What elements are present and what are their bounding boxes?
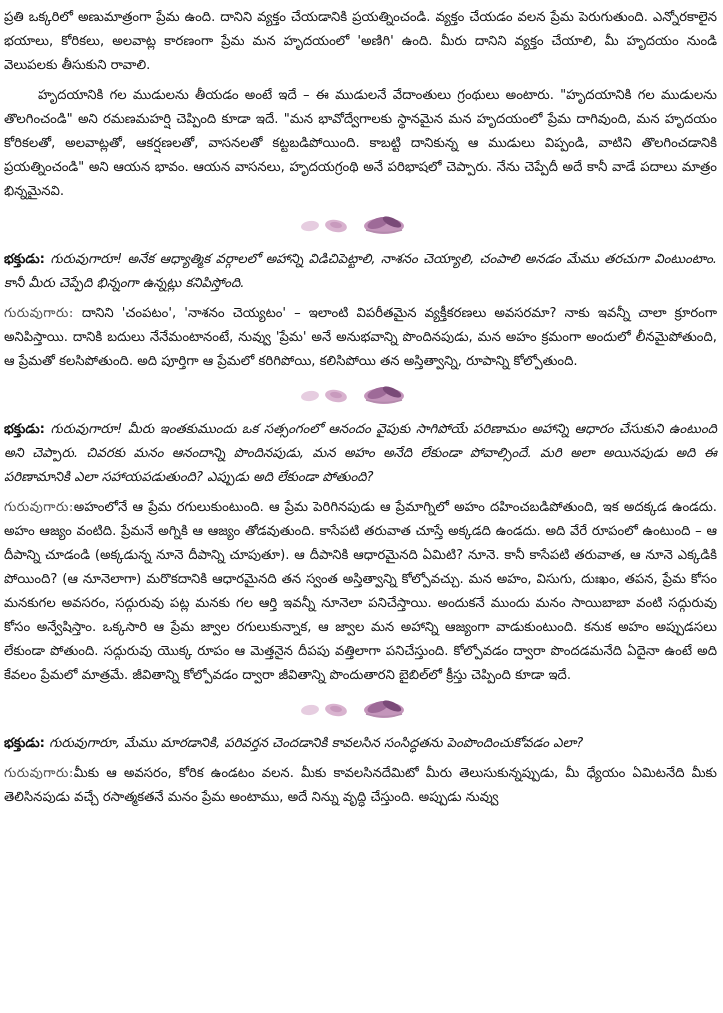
flower-petals-icon <box>296 381 426 407</box>
dialogue-answer-2 <box>4 496 717 688</box>
speaker-guru-label: గురువుగారు: <box>4 500 74 515</box>
question-text: గురువుగారూ, మేము మారడానికి, పరివర్తన చెందడానికి కావలసిన సంసిద్ధతను పెంపొందించుకోవడం ఎలా? <box>49 736 584 751</box>
flower-divider <box>4 380 717 408</box>
dialogue-question-2 <box>4 418 717 490</box>
dialogue-answer-1 <box>4 302 717 374</box>
question-text: గురువుగారూ! మీరు ఇంతకుముందు ఒక సత్సంగంలో ఆనందం వైపుకు సాగిపోయే పరిణామం అహాన్ని ఆధారం చేసుకుని ఉంటుంది అని చెప్పారు. చివరకు మనం ఆనందాన్ని పొందినపుడు, మన అహం అనేది లేకుండా పోవాల్సిందే. మరి అలా అయినపుడు అది ఈ పరిణామానికి ఎలా సహాయపడుతుంది? ఎప్పుడు అది లేకుండా పోతుంది? <box>4 422 717 485</box>
paragraph-heart-knots: హృదయానికి గల ముడులను తీయడం అంటే ఇదే – ఈ ముడులనే వేదాంతులు గ్రంథులు అంటారు. "హృదయానికి గల ముడులను తొలగించండి" అని రమణమహర్షి చెప్పింది కూడా ఇదే. "మన భావోద్వేగాలకు స్థానమైన మన హృదయంలో ప్రేమ దాగివుంది, మన హృదయం కోరికలతో, అలవాట్లతో, ఆకర్షణలతో, వాసనలతో కట్టబడిపోయింది. కాబట్టి దానికున్న ఆ ముడులు విప్పండి, వాటిని తొలగించడానికి ప్రయత్నించండి" అని ఆయన భావం. ఆయన వాసనలు, హృదయగ్రంథి అనే పరిభాషలో చెప్పారు. నేను చెప్పేదీ అదే కానీ వాడే పదాలు మాత్రం భిన్నమైనవి. <box>4 88 717 199</box>
speaker-devotee-label: భక్తుడు: <box>4 736 45 751</box>
speaker-guru-label: గురువుగారు: <box>4 766 74 781</box>
answer-text: మీకు ఆ అవసరం, కోరిక ఉండటం వలన. మీకు కావలసినదేమిటో మీరు తెలుసుకున్నప్పుడు, మీ ధ్యేయం ఏమిటనేది మీకు తెలిసినపుడు వచ్చే రసాత్మకతనే మనం ప్రేమ అంటాము, అదే నిన్ను వృద్ధి చేస్తుంది. అప్పుడు నువ్వు <box>4 766 717 805</box>
speaker-devotee-label: భక్తుడు: <box>4 422 45 437</box>
answer-text: అహంలోనే ఆ ప్రేమ రగులుకుంటుంది. ఆ ప్రేమ పెరిగినపుడు ఆ ప్రేమాగ్నిలో అహం దహించబడిపోతుంది, ఇక అదక్కడ ఉండదు. అహం ఆజ్యం వంటిది. ప్రేమనే అగ్నికి ఆ ఆజ్యం తోడవుతుంది. కాసేపటి తరువాత చూస్తే అక్కడది ఉండదు. అది వేరే రూపంలో ఉంటుంది – ఆ దీపాన్ని చూడండి (అక్కడున్న నూనె దీపాన్ని చూపుతూ). ఆ దీపానికి ఆధారమైనది ఏమిటి? నూనె. కానీ కాసేపటి తరువాత, ఆ నూనె ఎక్కడికి పోయింది? (ఆ నూనెలాగా) మరొకదానికి ఆధారమైనది తన స్వంత అస్తిత్వాన్ని కోల్పోవచ్చు. మన అహం, విసుగు, దుఃఖం, తపన, ప్రేమ కోసం మనకుగల అవసరం, సద్గురువు పట్ల మనకు గల ఆర్తి ఇవన్నీ నూనెలా పనిచేస్తాయి. అందుకనే ముందు మనం సాయిబాబా వంటి సద్గురువు కోసం అన్వేషిస్తాం. ఒక్కసారి ఆ ప్రేమ జ్వాల రగులుకున్నాక, ఆ జ్వాల మన అహాన్ని ఆజ్యంగా వాడుకుంటుంది. కనుక అహం అప్పుడసలు లేకుండా పోతుంది. సద్గురువు యొక్క రూపం ఆ మెత్తనైన దీపపు వత్తిలాగా పనిచేస్తుంది. కోల్పోవడం ద్వారా పొందడమనేది ఏదైనా ఉంటే అది కేవలం ప్రేమలో మాత్రమే. జీవితాన్ని కోల్పోవడం ద్వారా జీవితాన్ని పొందుతారని బైబిల్‌లో క్రీస్తు చెప్పింది కూడా ఇదే. <box>4 500 717 683</box>
dialogue-answer-3 <box>4 762 717 810</box>
dialogue-question-3 <box>4 732 717 756</box>
flower-divider <box>4 694 717 722</box>
speaker-devotee-label: భక్తుడు: <box>4 252 45 267</box>
flower-petals-icon <box>296 211 426 237</box>
question-text: గురువుగారూ! అనేక ఆధ్యాత్మిక వర్గాలలో అహాన్ని విడిచిపెట్టాలి, నాశనం చెయ్యాలి, చంపాలి అనడం మేము తరచుగా వింటుంటాం. కానీ మీరు చెప్పేది భిన్నంగా ఉన్నట్లు కనిపిస్తోంది. <box>4 252 717 291</box>
dialogue-question-1 <box>4 248 717 296</box>
paragraph-love-expression: ప్రతి ఒక్కరిలో అణుమాత్రంగా ప్రేమ ఉంది. దానిని వ్యక్తం చేయడానికి ప్రయత్నించండి. వ్యక్తం చేయడం వలన ప్రేమ పెరుగుతుంది. ఎన్నోరకాలైన భయాలు, కోరికలు, అలవాట్ల కారణంగా ప్రేమ మన హృదయంలో 'అణిగి' ఉంది. మీరు దానిని వ్యక్తం చేయాలి, మీ హృదయం నుండి వెలుపలకు తీసుకుని రావాలి. <box>4 10 717 73</box>
speaker-guru-label: గురువుగారు: <box>4 306 74 321</box>
flower-petals-icon <box>296 695 426 721</box>
flower-divider <box>4 210 717 238</box>
answer-text: దానిని 'చంపటం', 'నాశనం చెయ్యటం' – ఇలాంటి విపరీతమైన వ్యక్తీకరణలు అవసరమా? నాకు ఇవన్నీ చాలా క్రూరంగా అనిపిస్తాయి. దానికి బదులు నేనేమంటానంటే, నువ్వు 'ప్రేమ' అనే అనుభవాన్ని పొందినపుడు, మన అహం క్రమంగా అందులో లీనమైపోతుంది, ఆ ప్రేమతో కలసిపోతుంది. అది పూర్తిగా ఆ ప్రేమలో కరిగిపోయి, కలిసిపోయి తన అస్తిత్వాన్ని, రూపాన్ని కోల్పోతుంది. <box>4 306 717 369</box>
